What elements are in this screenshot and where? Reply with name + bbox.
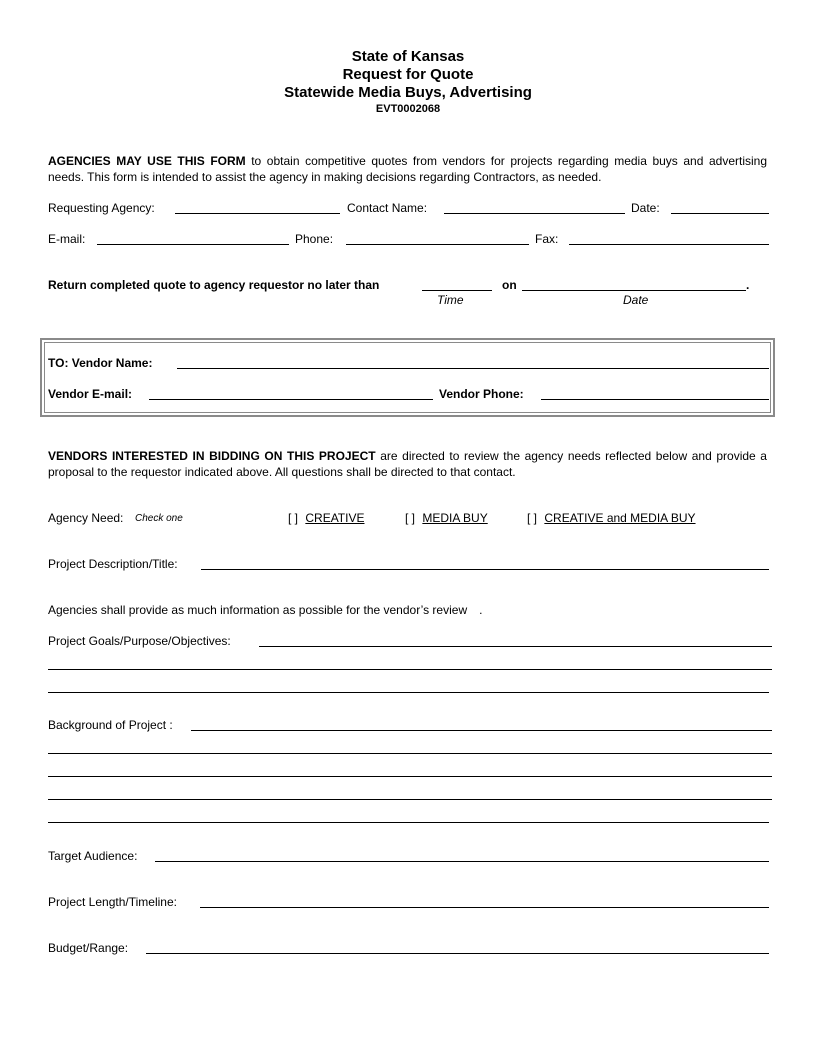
intro-bold-lead: AGENCIES MAY USE THIS FORM — [48, 154, 246, 168]
info-note-period: . — [479, 603, 483, 617]
return-time-field[interactable] — [422, 290, 492, 291]
option-creative-label: CREATIVE — [305, 511, 365, 525]
intro-paragraph — [48, 153, 767, 185]
header-state: State of Kansas — [351, 48, 465, 65]
checkbox-media-buy[interactable]: [ ] — [405, 511, 416, 525]
vendors-text: are directed to review the agency needs reflected below and provide a proposal to the requestor indicated above. All questions shall be directed to that contact. — [48, 449, 767, 479]
page-title: Statewide Media Buys, Advertising — [284, 84, 532, 101]
option-creative-and-media-buy-label: CREATIVE and MEDIA BUY — [544, 511, 696, 525]
date-field[interactable] — [671, 213, 769, 214]
background-line-2[interactable] — [48, 753, 772, 754]
event-id: EVT0002068 — [375, 103, 441, 115]
vendor-box — [40, 338, 775, 417]
option-creative-and-media-buy[interactable] — [527, 511, 696, 525]
option-media-buy[interactable] — [405, 511, 488, 525]
return-period: . — [746, 278, 750, 292]
fax-field[interactable] — [569, 244, 769, 245]
vendor-name-field[interactable] — [177, 368, 769, 369]
agency-need-label: Agency Need: — [48, 511, 124, 525]
checkbox-creative[interactable]: [ ] — [288, 511, 299, 525]
return-on-label: on — [502, 278, 517, 292]
project-goals-line-3[interactable] — [48, 692, 769, 693]
date-caption: Date — [623, 293, 649, 307]
return-date-field[interactable] — [522, 290, 746, 291]
project-timeline-field[interactable] — [200, 907, 769, 908]
vendors-paragraph — [48, 448, 767, 480]
target-audience-field[interactable] — [155, 861, 769, 862]
check-one-hint: Check one — [135, 513, 183, 524]
option-media-buy-label: MEDIA BUY — [422, 511, 488, 525]
budget-field[interactable] — [146, 953, 769, 954]
vendor-email-field[interactable] — [149, 399, 433, 400]
project-description-field[interactable] — [201, 569, 769, 570]
background-field[interactable] — [191, 730, 772, 731]
project-goals-line-2[interactable] — [48, 669, 772, 670]
intro-text: to obtain competitive quotes from vendors for projects regarding media buys and advertising needs. This form is intended to assist the agency in making decisions regarding Contractors, as needed. — [48, 154, 768, 184]
vendors-bold-lead: VENDORS INTERESTED IN BIDDING ON THIS PROJECT — [48, 449, 376, 463]
header-request-for-quote: Request for Quote — [342, 66, 474, 83]
vendor-name-label: TO: Vendor Name: — [48, 356, 153, 370]
project-goals-label: Project Goals/Purpose/Objectives: — [48, 634, 231, 648]
return-deadline-text: Return completed quote to agency requestor no later than — [48, 278, 380, 292]
project-description-label: Project Description/Title: — [48, 557, 178, 571]
vendor-email-label: Vendor E-mail: — [48, 387, 133, 401]
background-label: Background of Project : — [48, 718, 173, 732]
budget-label: Budget/Range: — [48, 941, 129, 955]
vendor-phone-field[interactable] — [541, 399, 769, 400]
phone-field[interactable] — [346, 244, 529, 245]
date-label: Date: — [631, 201, 660, 215]
background-line-4[interactable] — [48, 799, 772, 800]
email-field[interactable] — [97, 244, 289, 245]
contact-name-label: Contact Name: — [347, 201, 428, 215]
vendor-box-inner-border — [44, 342, 771, 413]
info-note — [48, 603, 482, 617]
checkbox-creative-and-media-buy[interactable]: [ ] — [527, 511, 538, 525]
project-timeline-label: Project Length/Timeline: — [48, 895, 177, 909]
option-creative[interactable] — [288, 511, 364, 525]
background-line-3[interactable] — [48, 776, 772, 777]
fax-label: Fax: — [535, 232, 559, 246]
requesting-agency-label: Requesting Agency: — [48, 201, 155, 215]
project-goals-field[interactable] — [259, 646, 772, 647]
time-caption: Time — [437, 293, 464, 307]
email-label: E-mail: — [48, 232, 86, 246]
contact-name-field[interactable] — [444, 213, 625, 214]
background-line-5[interactable] — [48, 822, 769, 823]
vendor-phone-label: Vendor Phone: — [439, 387, 524, 401]
info-note-text: Agencies shall provide as much information as possible for the vendor’s review — [48, 603, 468, 617]
requesting-agency-field[interactable] — [175, 213, 340, 214]
target-audience-label: Target Audience: — [48, 849, 138, 863]
phone-label: Phone: — [295, 232, 334, 246]
